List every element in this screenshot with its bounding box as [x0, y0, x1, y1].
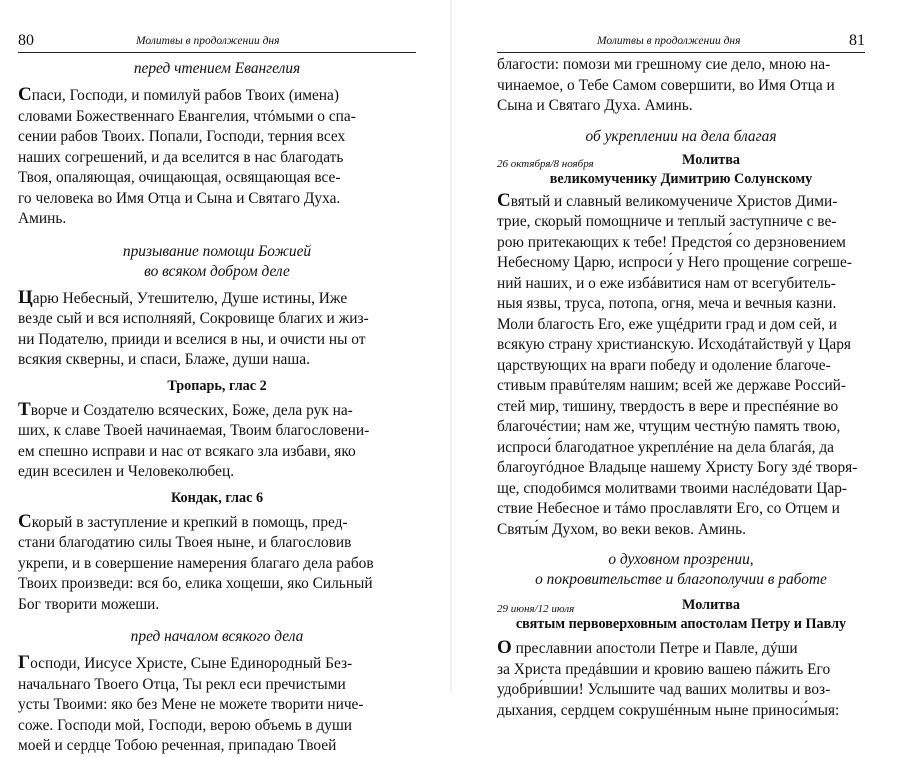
- text-line: царствующих на враги победу и одоление благоче-: [497, 356, 831, 374]
- section-heading: о духовном прозрении,: [608, 551, 754, 568]
- text-line: един всесилен и Человеколюбец.: [18, 463, 235, 480]
- prayer-title: великомученику Димитрию Солунскому: [549, 170, 813, 187]
- prayer-title: святым первоверховным апостолам Петру и Павлу: [515, 616, 847, 632]
- prayer-text: [18, 653, 416, 757]
- page-body: [497, 55, 865, 721]
- drop-initial: Г: [18, 652, 31, 673]
- drop-initial: С: [18, 84, 32, 105]
- text-line: везде сый и вся исполняяй, Сокровище благих и жиз-: [18, 310, 369, 327]
- drop-initial: С: [18, 510, 32, 532]
- text-line: соже. Господи мой, Господи, верою объемь в души: [18, 716, 353, 734]
- left-page: [18, 0, 416, 754]
- troparion-heading: Тропарь, глас 2: [167, 377, 267, 394]
- running-head-title: Молитвы в продолжении дня: [136, 35, 280, 47]
- prayer-text: [18, 512, 416, 616]
- text-line: за Христа предáвшии и кровию вашею пáжить Его: [497, 660, 831, 678]
- page-body: [18, 59, 416, 757]
- text-line: благости: помози ми грешному сие дело, мною на-: [497, 56, 831, 73]
- prayer-label: Молитва: [682, 151, 740, 168]
- text-line: ни Подателю, прииди и вселися в ны, и очисти ны от: [18, 330, 366, 348]
- drop-initial: О: [497, 637, 512, 658]
- text-line: Твоих произведи: вся бо, елика хощеши, яко Сильный: [18, 575, 373, 592]
- text-line: стивым правúтелям нашим; всей же державе Россий-: [497, 377, 847, 394]
- text-line: сении рабов Твоих. Попали, Господи, терния всех: [18, 128, 346, 145]
- prayer-text: [497, 55, 865, 117]
- feast-date: 26 октября/8 ноября: [497, 157, 594, 170]
- text-line: арю Небесный, Утешителю, Душе истины, Иже: [32, 289, 348, 307]
- text-line: моей и сердце Тобою реченная, припадаю Твоей: [18, 737, 337, 754]
- drop-initial: С: [497, 189, 511, 211]
- text-line: рою притекающих к тебе! Предстоя́ со дерзновением: [497, 233, 846, 251]
- prayer-text: [18, 400, 416, 483]
- feast-date: 29 июня/12 июля: [497, 603, 575, 615]
- section-heading: во всяком добром деле: [144, 262, 290, 280]
- text-line: ний наших, и о еже избáвитися нам от всегубитель-: [497, 274, 836, 292]
- running-head-title: Молитвы в продолжении дня: [597, 35, 741, 47]
- text-line: словами Божественнаго Евангелия, чтóмыми о спа-: [18, 107, 356, 125]
- text-line: Аминь.: [18, 210, 67, 227]
- text-line: всякую страну христианскую. Исходáтайствуй у Царя: [497, 336, 851, 353]
- text-line: вятый и славный великомучениче Христов Дими-: [510, 192, 838, 210]
- text-line: преславнии апостоли Петре и Павле, дýши: [511, 640, 798, 657]
- prayer-text: [497, 638, 865, 721]
- prayer-text: [18, 85, 416, 230]
- section-heading: призывание помощи Божией: [122, 242, 312, 260]
- text-line: Святы́м Духом, во веки веков. Аминь.: [497, 520, 747, 538]
- running-header: [18, 26, 416, 53]
- text-line: ем спешно исправи и нас от всякаго зла избави, яко: [18, 442, 356, 460]
- section-heading: о покровительстве и благополучии в работе: [535, 571, 827, 588]
- prayer-text: [18, 288, 416, 371]
- text-line: всякия скверны, и спаси, Блаже, души наша.: [18, 351, 310, 368]
- prayer-heading: [497, 151, 865, 170]
- right-page: [497, 0, 865, 719]
- text-line: дыхания, сердцем сокрушéнным ныне приноси́мыя:: [497, 701, 840, 719]
- text-line: Моли благость Его, еже ущéдрити град и дом сей, и: [497, 315, 837, 333]
- section-heading: пред началом всякого дела: [130, 628, 304, 645]
- text-line: наших согрешений, и да вселится в нас благодать: [18, 148, 344, 166]
- text-line: Твоя, опаляющая, очищающая, освящающая все-: [18, 169, 341, 186]
- text-line: испроси́ благодатное укреплéние на дела благáя, да: [497, 438, 834, 456]
- page-number: 80: [18, 32, 34, 49]
- text-line: Сына и Святаго Духа. Аминь.: [497, 97, 693, 114]
- text-line: начальнаго Твоего Отца, Ты рекл еси пречистыми: [18, 675, 346, 693]
- text-line: благоугóдное Владыце нашему Христу Богу здé творя-: [497, 459, 858, 476]
- kontakion-heading: Кондак, глас 6: [170, 489, 264, 506]
- text-line: укрепи, и в совершение намерения благаго дела рабов: [18, 554, 374, 572]
- text-line: стани благодатию силы Твоея ныне, и благословив: [18, 534, 352, 551]
- drop-initial: Ц: [18, 286, 33, 308]
- text-line: благочéстии; нам же, чтущим честнýю память твою,: [497, 418, 841, 435]
- text-line: стей мир, тишину, твердость в вере и преспéяние во: [497, 397, 839, 415]
- text-line: ще, сподобимся молитвами твоими наслéдовати Цар-: [497, 479, 848, 497]
- page-gutter: [450, 0, 452, 692]
- text-line: ворче и Создателю всяческих, Боже, дела рук на-: [30, 401, 353, 419]
- text-line: осподи, Иисусе Христе, Сыне Единородный Без-: [30, 655, 353, 672]
- text-line: удобри́вшии! Услышите чад ваших молитвы и воз-: [497, 681, 831, 698]
- text-line: ныя язвы, труса, потопа, огня, меча и вечныя казни.: [497, 295, 837, 312]
- prayer-label: Молитва: [682, 597, 740, 613]
- text-line: го человека во Имя Отца и Сына и Святаго Духа.: [18, 189, 341, 207]
- text-line: усты Твоими: яко без Мене не можете творити ниче-: [18, 696, 364, 713]
- text-line: ших, к славе Твоей начинаемая, Твоим благословени-: [18, 422, 370, 439]
- section-heading: об укреплении на дела благая: [585, 127, 777, 145]
- text-line: трие, скорый помощниче и теплый заступниче с ве-: [497, 213, 837, 230]
- text-line: Небесному Царю, испроси́ у Него прощение согреше-: [497, 254, 852, 271]
- prayer-text: [497, 191, 865, 541]
- text-line: чинаемое, о Тебе Самом совершити, во Имя Отца и: [497, 76, 835, 94]
- drop-initial: Т: [18, 398, 31, 420]
- page-number: 81: [849, 32, 865, 49]
- text-line: паси, Господи, и помилуй рабов Твоих (имена): [31, 87, 339, 104]
- running-header: [497, 26, 865, 53]
- section-heading: перед чтением Евангелия: [133, 60, 301, 77]
- text-line: Бог творити можеши.: [18, 595, 160, 613]
- text-line: ствие Небесное и тáмо прославляти Его, со Отцем и: [497, 500, 840, 517]
- prayer-heading: [497, 596, 865, 615]
- text-line: корый в заступление и крепкий в помощь, пред-: [31, 513, 348, 531]
